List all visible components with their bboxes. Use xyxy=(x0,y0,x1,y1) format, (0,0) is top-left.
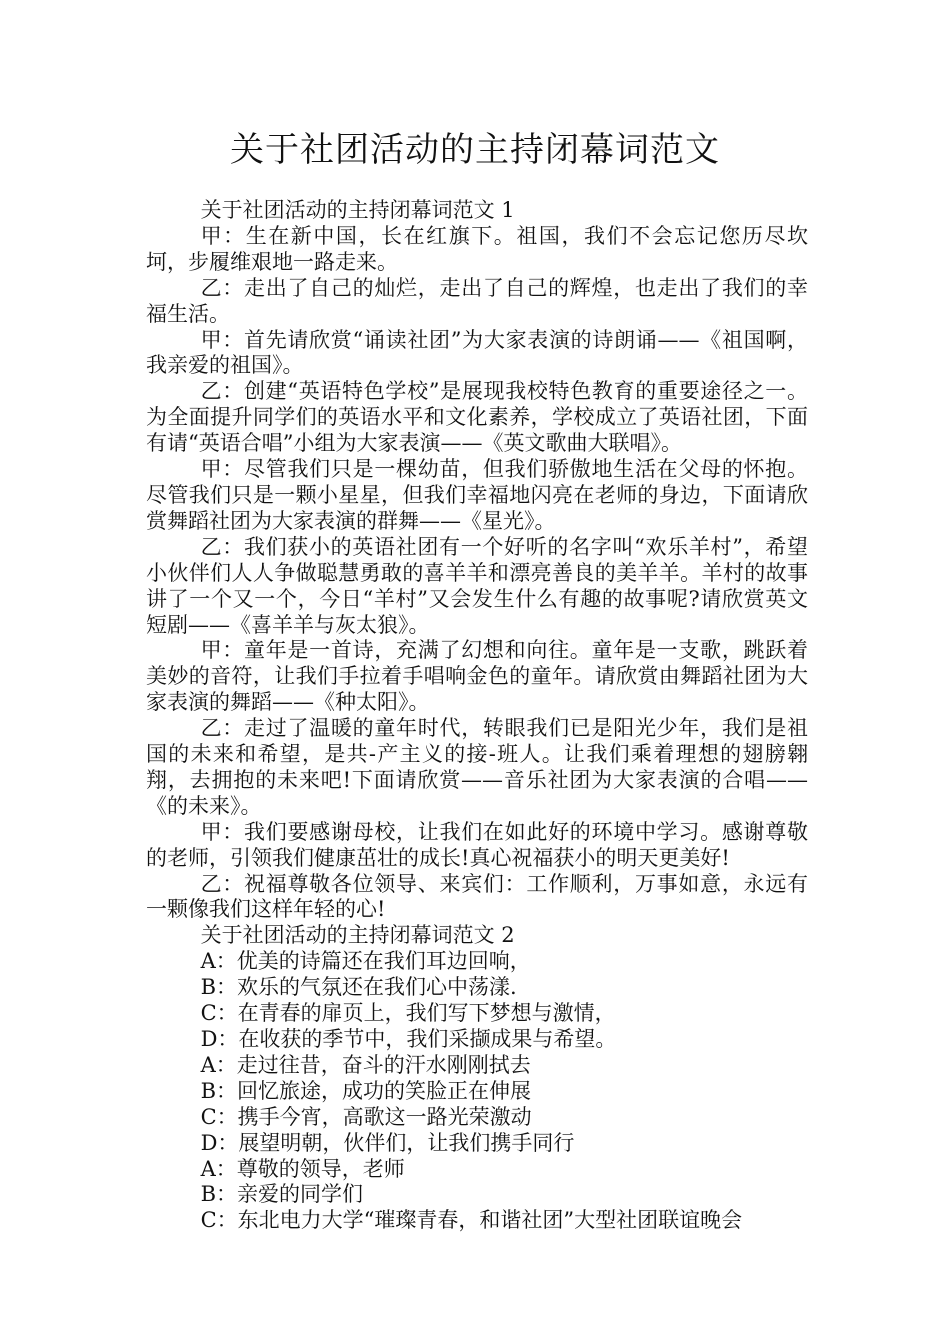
section2-heading: 关于社团活动的主持闭幕词范文 2 xyxy=(200,923,515,948)
dialogue-line: B：回忆旅途，成功的笑脸正在伸展 xyxy=(200,1078,532,1103)
dialogue-line: A：走过往昔，奋斗的汗水刚刚拭去 xyxy=(200,1052,531,1077)
dialogue-line: D：在收获的季节中，我们采撷成果与希望。 xyxy=(200,1027,617,1051)
dialogue-line: B：亲爱的同学们 xyxy=(200,1182,364,1207)
paragraph: 乙：走过了温暖的童年时代，转眼我们已是阳光少年，我们是祖国的未来和希望，是共-产主义的接-班人。让我们乘着理想的翅膀翱翔，去拥抱的未来吧!下面请欣赏——音乐社团为大家表演的合唱——《的未来》。 xyxy=(146,716,808,818)
paragraph: 甲：童年是一首诗，充满了幻想和向往。童年是一支歌，跳跃着美妙的音符，让我们手拉着手唱响金色的童年。请欣赏由舞蹈社团为大家表演的舞蹈——《种太阳》。 xyxy=(146,638,808,715)
dialogue-line: A：优美的诗篇还在我们耳边回响， xyxy=(200,949,531,974)
paragraph: 甲：我们要感谢母校，让我们在如此好的环境中学习。感谢尊敬的老师，引领我们健康茁壮的成长!真心祝福获小的明天更美好! xyxy=(146,819,808,870)
paragraph: 乙：走出了自己的灿烂，走出了自己的辉煌，也走出了我们的幸福生活。 xyxy=(146,275,808,326)
document-title: 关于社团活动的主持闭幕词范文 xyxy=(230,130,720,170)
paragraph: 甲：生在新中国，长在红旗下。祖国，我们不会忘记您历尽坎坷，步履维艰地一路走来。 xyxy=(146,223,808,274)
dialogue-line: C：在青春的扉页上，我们写下梦想与激情， xyxy=(200,1001,616,1026)
dialogue-line: D：展望明朝，伙伴们，让我们携手同行 xyxy=(200,1130,575,1155)
dialogue-line: C：携手今宵，高歌这一路光荣激动 xyxy=(200,1104,532,1129)
document-body xyxy=(146,198,808,1234)
paragraph: 乙：我们获小的英语社团有一个好听的名字叫“欢乐羊村”，希望小伙伴们人人争做聪慧勇敢的喜羊羊和漂亮善良的美羊羊。羊村的故事讲了一个又一个，今日“羊村”又会发生什么有趣的故事呢?请欣赏英文短剧——《喜羊羊与灰太狼》。 xyxy=(146,534,808,637)
section1-heading: 关于社团活动的主持闭幕词范文 1 xyxy=(200,198,515,222)
dialogue-line: C：东北电力大学“璀璨青春，和谐社团”大型社团联谊晚会 xyxy=(200,1208,743,1233)
paragraph: 乙：创建“英语特色学校”是展现我校特色教育的重要途径之一。为全面提升同学们的英语水平和文化素养，学校成立了英语社团，下面有请“英语合唱”小组为大家表演——《英文歌曲大联唱》。 xyxy=(146,379,808,456)
paragraph: 乙：祝福尊敬各位领导、来宾们：工作顺利，万事如意，永远有一颗像我们这样年轻的心! xyxy=(146,871,808,922)
paragraph: 甲：首先请欣赏“诵读社团”为大家表演的诗朗诵——《祖国啊，我亲爱的祖国》。 xyxy=(146,327,808,378)
paragraph: 甲：尽管我们只是一棵幼苗，但我们骄傲地生活在父母的怀抱。尽管我们只是一颗小星星，但我们幸福地闪亮在老师的身边，下面请欣赏舞蹈社团为大家表演的群舞——《星光》。 xyxy=(146,457,808,533)
dialogue-line: A：尊敬的领导，老师 xyxy=(200,1156,405,1181)
dialogue-line: B：欢乐的气氛还在我们心中荡漾. xyxy=(200,975,517,1000)
